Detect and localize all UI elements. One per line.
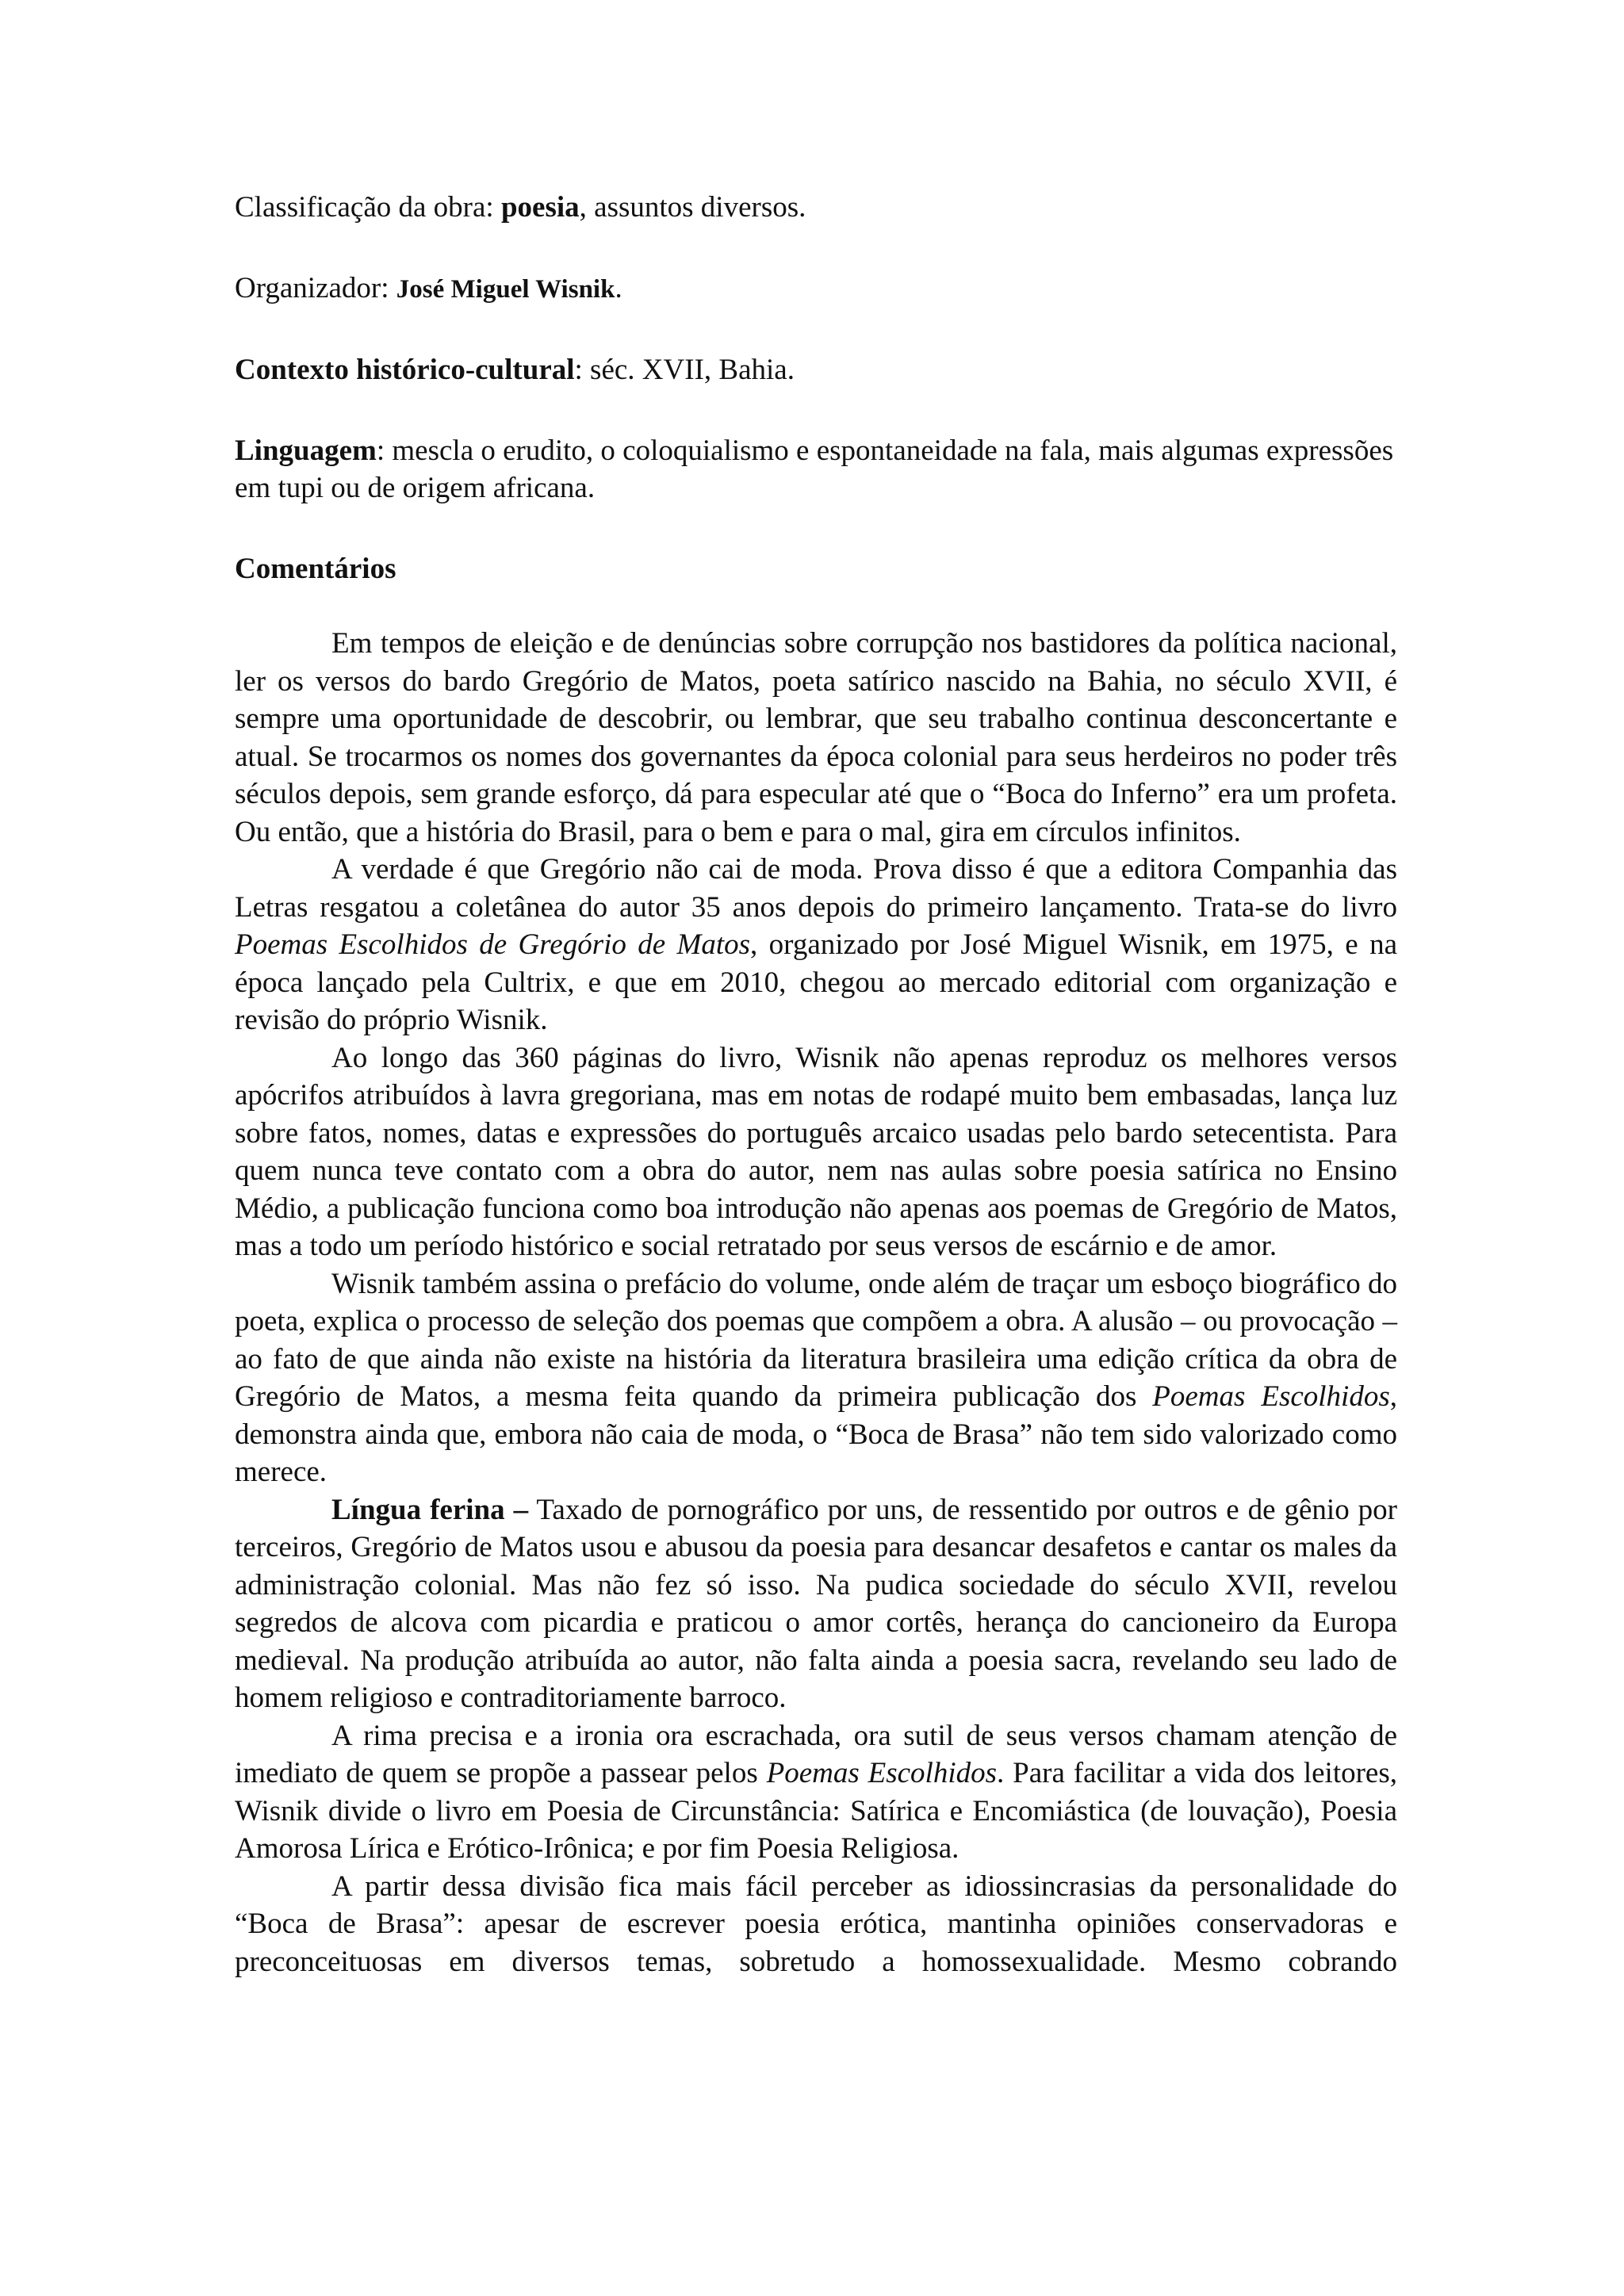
field-label: Contexto histórico-cultural: [235, 354, 575, 386]
field-value: José Miguel Wisnik: [396, 274, 615, 304]
document-page: [235, 189, 1397, 1980]
paragraph-text: Wisnik também assina o prefácio do volume, onde além de traçar um esboço biográfico do poeta, explica o processo de seleção dos poemas que compõem a obra. A alusão – ou provocação – ao fato de que ainda não existe na história da literatura brasileira uma edição crítica da obra de Gregório de Matos, a mesma feita quando da primeira publicação dos: [235, 1267, 1397, 1413]
field-label: Linguagem: [235, 434, 377, 467]
field-linguagem: [235, 432, 1397, 507]
field-rest: , assuntos diversos.: [579, 191, 806, 224]
field-rest: .: [615, 271, 622, 304]
field-classificacao: [235, 189, 1397, 227]
field-label: Organizador:: [235, 271, 396, 304]
field-rest: : mescla o erudito, o coloquialismo e espontaneidade na fala, mais algumas expressões em tupi ou de origem africana.: [235, 434, 1394, 504]
paragraph-4: [235, 1265, 1397, 1491]
paragraph-text: . Para facilitar a vida dos leitores, Wisnik divide o livro em Poesia de Circunstância: Satírica e Encomiástica (de louvação), Poesia Amorosa Lírica e Erótico-Irônica; e por fim Poesia Religiosa.: [235, 1757, 1397, 1865]
paragraph-2: [235, 851, 1397, 1039]
book-title: Poemas Escolhidos: [1152, 1380, 1390, 1413]
field-value: poesia: [500, 191, 580, 224]
book-title: Poemas Escolhidos: [766, 1757, 998, 1789]
field-label: Classificação da obra:: [235, 191, 501, 224]
paragraph-6: [235, 1717, 1397, 1868]
book-title: Poemas Escolhidos de Gregório de Matos: [235, 928, 751, 961]
subsection-title: Língua ferina –: [331, 1493, 529, 1526]
section-heading-comentarios: Comentários: [235, 552, 396, 585]
paragraph-3: Ao longo das 360 páginas do livro, Wisnik não apenas reproduz os melhores versos apócrifos atribuídos à lavra gregoriana, mas em notas de rodapé muito bem embasadas, lança luz sobre fatos, nomes, datas e expressões do português arcaico usadas pelo bardo setecentista. Para quem nunca teve contato com a obra do autor, nem nas aulas sobre poesia satírica no Ensino Médio, a publicação funciona como boa introdução não apenas aos poemas de Gregório de Matos, mas a todo um período histórico e social retratado por seus versos de escárnio e de amor.: [235, 1041, 1397, 1262]
field-organizador: [235, 270, 1397, 309]
paragraph-text: A rima precisa e a ironia ora escrachada, ora sutil de seus versos chamam atenção de imediato de quem se propõe a passear pelos: [235, 1719, 1397, 1789]
paragraph-5: [235, 1491, 1397, 1717]
field-contexto: [235, 351, 1397, 389]
paragraph-text: , organizado por José Miguel Wisnik, em 1975, e na época lançado pela Cultrix, e que em 2010, chegou ao mercado editorial com organização e revisão do próprio Wisnik.: [235, 928, 1397, 1036]
field-rest: : séc. XVII, Bahia.: [574, 354, 795, 386]
paragraph-7: A partir dessa divisão fica mais fácil perceber as idiossincrasias da personalidade do “Boca de Brasa”: apesar de escrever poesia erótica, mantinha opiniões conservadoras e preconceituosas em diversos temas, sobretudo a homossexualidade. Mesmo cobrando: [235, 1869, 1397, 1978]
paragraph-text: , demonstra ainda que, embora não caia de moda, o “Boca de Brasa” não tem sido valorizado como merece.: [235, 1380, 1397, 1488]
paragraph-text: Taxado de pornográfico por uns, de ressentido por outros e de gênio por terceiros, Gregório de Matos usou e abusou da poesia para desancar desafetos e cantar os males da administração colonial. Mas não fez só isso. Na pudica sociedade do século XVII, revelou segredos de alcova com picardia e praticou o amor cortês, herança do cancioneiro da Europa medieval. Na produção atribuída ao autor, não falta ainda a poesia sacra, revelando seu lado de homem religioso e contraditoriamente barroco.: [235, 1493, 1397, 1714]
paragraph-text: A verdade é que Gregório não cai de moda. Prova disso é que a editora Companhia das Letras resgatou a coletânea do autor 35 anos depois do primeiro lançamento. Trata-se do livro: [235, 853, 1397, 924]
paragraph-1: Em tempos de eleição e de denúncias sobre corrupção nos bastidores da política nacional, ler os versos do bardo Gregório de Matos, poeta satírico nascido na Bahia, no século XVII, é sempre uma oportunidade de descobrir, ou lembrar, que seu trabalho continua desconcertante e atual. Se trocarmos os nomes dos governantes da época colonial para seus herdeiros no poder três séculos depois, sem grande esforço, dá para especular até que o “Boca do Inferno” era um profeta. Ou então, que a história do Brasil, para o bem e para o mal, gira em círculos infinitos.: [235, 627, 1397, 848]
